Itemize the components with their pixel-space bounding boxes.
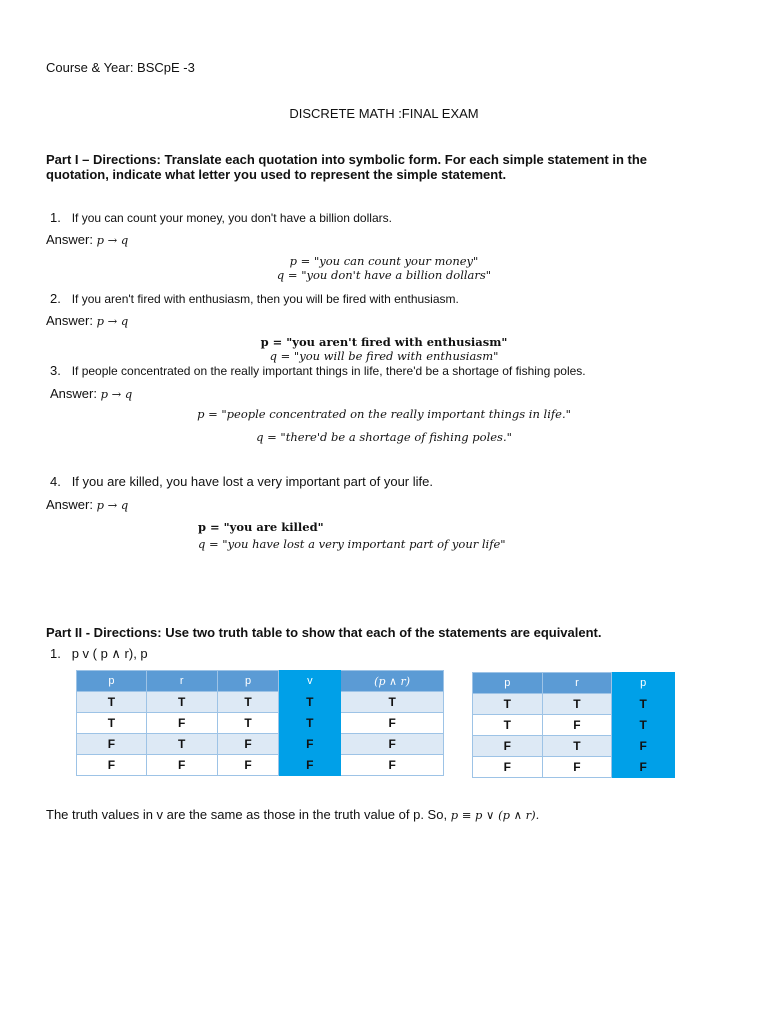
table-row [473,757,675,778]
table-cell: F [146,713,217,734]
answer-label: Answer: [46,232,93,247]
q-definition-1: q = "you don't have a billion dollars" [276,268,492,282]
table-cell: F [341,755,444,776]
answer-label: Answer: [50,386,97,401]
table-cell: F [77,734,147,755]
question-text: If you can count your money, you don't have a billion dollars. [71,211,392,225]
header-cell: r [146,671,217,692]
question-number: 1. [50,210,61,225]
question-3 [50,363,586,378]
table-cell: T [217,713,279,734]
question-4 [50,474,433,489]
table-cell: F [217,755,279,776]
header-cell: (p ∧ r) [341,671,444,692]
q-definition-3: q = "there'd be a shortage of fishing poles." [256,430,512,444]
answer-label: Answer: [46,313,93,328]
table-cell: F [542,715,612,736]
question-text: If people concentrated on the really important things in life, there'd be a shortage of fishing poles. [71,364,586,378]
truth-table-2 [472,672,675,778]
answer-formula: p → q [96,314,129,328]
table-cell-highlighted: F [612,757,675,778]
q-definition-2: q = "you will be fired with enthusiasm" [269,349,499,363]
item-number: 1. [50,646,61,661]
table-cell: F [542,757,612,778]
conclusion-text: The truth values in v are the same as those in the truth value of p. So, [46,807,448,822]
table-cell: F [473,757,543,778]
table-header-row [473,673,675,694]
table-cell: T [341,692,444,713]
item-text: p v ( p ∧ r), p [71,646,148,661]
table-cell: F [146,755,217,776]
table-cell-highlighted: T [279,692,341,713]
table-cell: T [473,694,543,715]
table-cell-highlighted: T [612,715,675,736]
question-1 [50,210,392,225]
question-number: 2. [50,291,61,306]
header-cell: p [217,671,279,692]
p-definition-2 [0,335,768,349]
answer-1 [46,232,128,247]
course-year: Course & Year: BSCpE -3 [46,60,195,75]
header-cell: p [473,673,543,694]
answer-formula: p → q [100,387,133,401]
table-row [77,734,444,755]
header-cell-highlighted: p [612,673,675,694]
answer-2 [46,313,128,328]
answer-formula: p → q [96,233,129,247]
p-definition-text: p = "you aren't fired with enthusiasm" [260,335,508,349]
part2-directions: Part II - Directions: Use two truth table to show that each of the statements are equivalent. [46,625,602,640]
table-cell: F [341,734,444,755]
table-cell-highlighted: F [279,734,341,755]
table-cell-highlighted: T [279,713,341,734]
table-cell: T [77,713,147,734]
table-cell: T [473,715,543,736]
question-text: If you are killed, you have lost a very important part of your life. [71,474,433,489]
conclusion [46,807,539,822]
truth-table-1 [76,670,444,776]
part2-item-1 [50,646,148,662]
header-cell: r [542,673,612,694]
table-header-row [77,671,444,692]
table-row [77,755,444,776]
answer-label: Answer: [46,497,93,512]
table-cell: F [341,713,444,734]
p-definition-1: p = "you can count your money" [289,254,479,268]
p-definition-4 [198,520,324,534]
answer-4 [46,497,128,512]
question-number: 3. [50,363,61,378]
table-row [473,694,675,715]
header-cell-highlighted: v [279,671,341,692]
part1-directions: Part I – Directions: Translate each quotation into symbolic form. For each simple statement in the quotation, indicate what letter you used to represent the simple statement. [46,152,648,182]
conclusion-formula: p ≡ p ∨ (p ∧ r). [450,808,540,822]
table-row [473,715,675,736]
table-row [473,736,675,757]
question-number: 4. [50,474,61,489]
exam-title: DISCRETE MATH :FINAL EXAM [289,106,479,121]
table-row [77,692,444,713]
table-cell: T [542,736,612,757]
table-cell: T [77,692,147,713]
table-cell-highlighted: F [279,755,341,776]
q-definition-4: q = "you have lost a very important part of your life" [198,537,506,551]
table-cell: T [542,694,612,715]
table-cell: T [146,734,217,755]
answer-3 [50,386,132,401]
table-cell: T [217,692,279,713]
table-row [77,713,444,734]
question-text: If you aren't fired with enthusiasm, then you will be fired with enthusiasm. [71,292,459,306]
table-cell: F [77,755,147,776]
p-definition-3: p = "people concentrated on the really important things in life." [197,407,571,421]
p-definition-text: p = "you are killed" [198,520,324,534]
table-cell: F [473,736,543,757]
answer-formula: p → q [96,498,129,512]
table-cell: F [217,734,279,755]
table-cell-highlighted: F [612,736,675,757]
question-2 [50,291,459,306]
table-cell-highlighted: T [612,694,675,715]
table-cell: T [146,692,217,713]
header-cell: p [77,671,147,692]
